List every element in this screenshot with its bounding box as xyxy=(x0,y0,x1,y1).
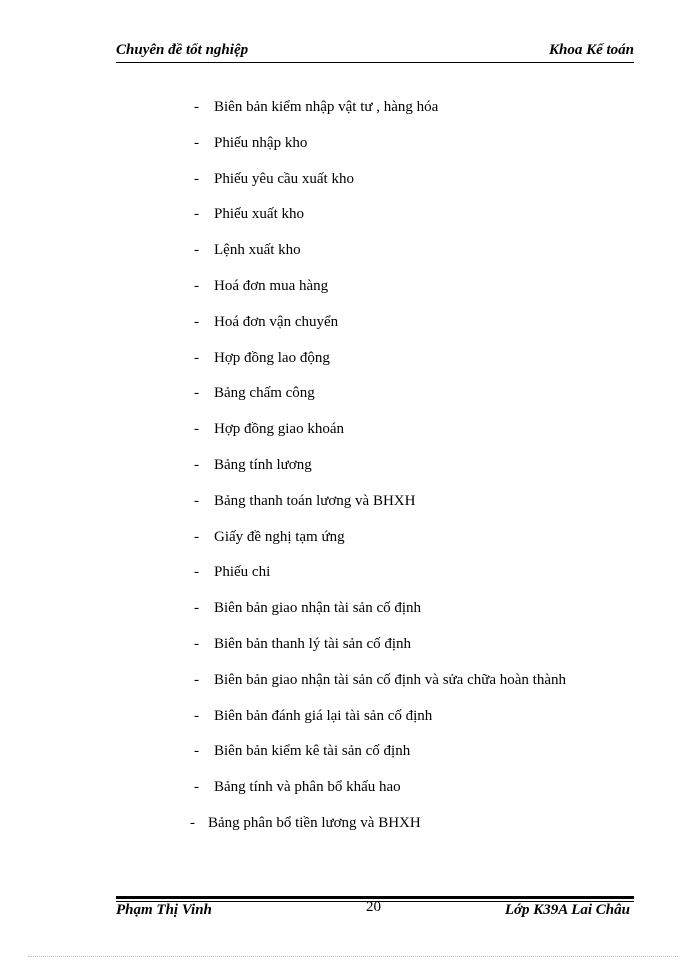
list-bullet-dash: - xyxy=(194,564,199,580)
footer-author: Phạm Thị Vinh xyxy=(116,902,212,918)
list-item-text: Bảng phân bổ tiền lương và BHXH xyxy=(208,815,421,831)
page-number: 20 xyxy=(366,899,381,915)
list-bullet-dash: - xyxy=(194,242,199,258)
list-bullet-dash: - xyxy=(194,600,199,616)
list-item-text: Hợp đồng giao khoán xyxy=(214,421,344,437)
list-bullet-dash: - xyxy=(194,385,199,401)
list-item-text: Biên bản giao nhận tài sản cố định xyxy=(214,600,422,616)
list-item xyxy=(194,490,634,512)
list-bullet-dash: - xyxy=(194,743,199,759)
list-item-text: Biên bản giao nhận tài sản cố định và sửa chữa hoàn thành xyxy=(214,672,566,688)
list-item-text: Hoá đơn mua hàng xyxy=(214,278,329,294)
list-item xyxy=(194,776,634,798)
list-bullet-dash: - xyxy=(194,350,199,366)
list-bullet-dash: - xyxy=(194,314,199,330)
list-bullet-dash: - xyxy=(194,672,199,688)
page-bottom-dotted-line xyxy=(28,956,678,957)
list-item-text: Biên bản kiểm nhập vật tư , hàng hóa xyxy=(214,99,439,115)
list-item-text: Phiếu xuất kho xyxy=(214,206,304,222)
list-item-text: Hợp đồng lao động xyxy=(214,350,330,366)
list-item-text: Lệnh xuất kho xyxy=(214,242,301,258)
list-item-text: Biên bản đánh giá lại tài sản cố định xyxy=(214,708,433,724)
list-item xyxy=(194,168,634,190)
header-title: Chuyên đề tốt nghiệp xyxy=(116,42,249,58)
list-item xyxy=(194,275,634,297)
list-bullet-dash: - xyxy=(194,493,199,509)
list-item-text: Biên bản kiểm kê tài sản cố định xyxy=(214,743,411,759)
list-item xyxy=(194,132,634,154)
list-bullet-dash: - xyxy=(194,708,199,724)
list-item xyxy=(194,526,634,548)
list-bullet-dash: - xyxy=(194,278,199,294)
list-item-text: Bảng thanh toán lương và BHXH xyxy=(214,493,416,509)
list-item xyxy=(194,740,634,762)
list-item xyxy=(194,96,634,118)
list-item xyxy=(194,203,634,225)
list-item-text: Phiếu nhập kho xyxy=(214,135,308,151)
list-bullet-dash: - xyxy=(194,529,199,545)
list-bullet-dash: - xyxy=(194,457,199,473)
list-bullet-dash: - xyxy=(190,815,195,831)
list-bullet-dash: - xyxy=(194,206,199,222)
list-bullet-dash: - xyxy=(194,171,199,187)
list-bullet-dash: - xyxy=(194,99,199,115)
list-item-text: Phiếu chi xyxy=(214,564,271,580)
list-item xyxy=(194,311,634,333)
list-item xyxy=(194,705,634,727)
list-bullet-dash: - xyxy=(194,636,199,652)
list-item xyxy=(194,597,634,619)
list-bullet-dash: - xyxy=(194,779,199,795)
list-item xyxy=(194,454,634,476)
footer-class: Lớp K39A Lai Châu xyxy=(504,902,630,918)
list-bullet-dash: - xyxy=(194,421,199,437)
list-item xyxy=(194,633,634,655)
list-item xyxy=(194,561,634,583)
list-item-text: Bảng chấm công xyxy=(214,385,315,401)
list-item-text: Bảng tính lương xyxy=(214,457,312,473)
list-item-text: Giấy đề nghị tạm ứng xyxy=(214,529,345,545)
list-item xyxy=(194,382,634,404)
list-item-text: Phiếu yêu cầu xuất kho xyxy=(214,171,354,187)
list-item xyxy=(194,418,634,440)
list-bullet-dash: - xyxy=(194,135,199,151)
list-item-text: Bảng tính và phân bổ khấu hao xyxy=(214,779,401,795)
list-item-text: Hoá đơn vận chuyển xyxy=(214,314,339,330)
list-item xyxy=(194,347,634,369)
header-department: Khoa Kế toán xyxy=(548,42,634,58)
list-item-text: Biên bản thanh lý tài sản cố định xyxy=(214,636,412,652)
list-item xyxy=(194,669,634,691)
list-item xyxy=(194,239,634,261)
list-item xyxy=(190,812,630,834)
